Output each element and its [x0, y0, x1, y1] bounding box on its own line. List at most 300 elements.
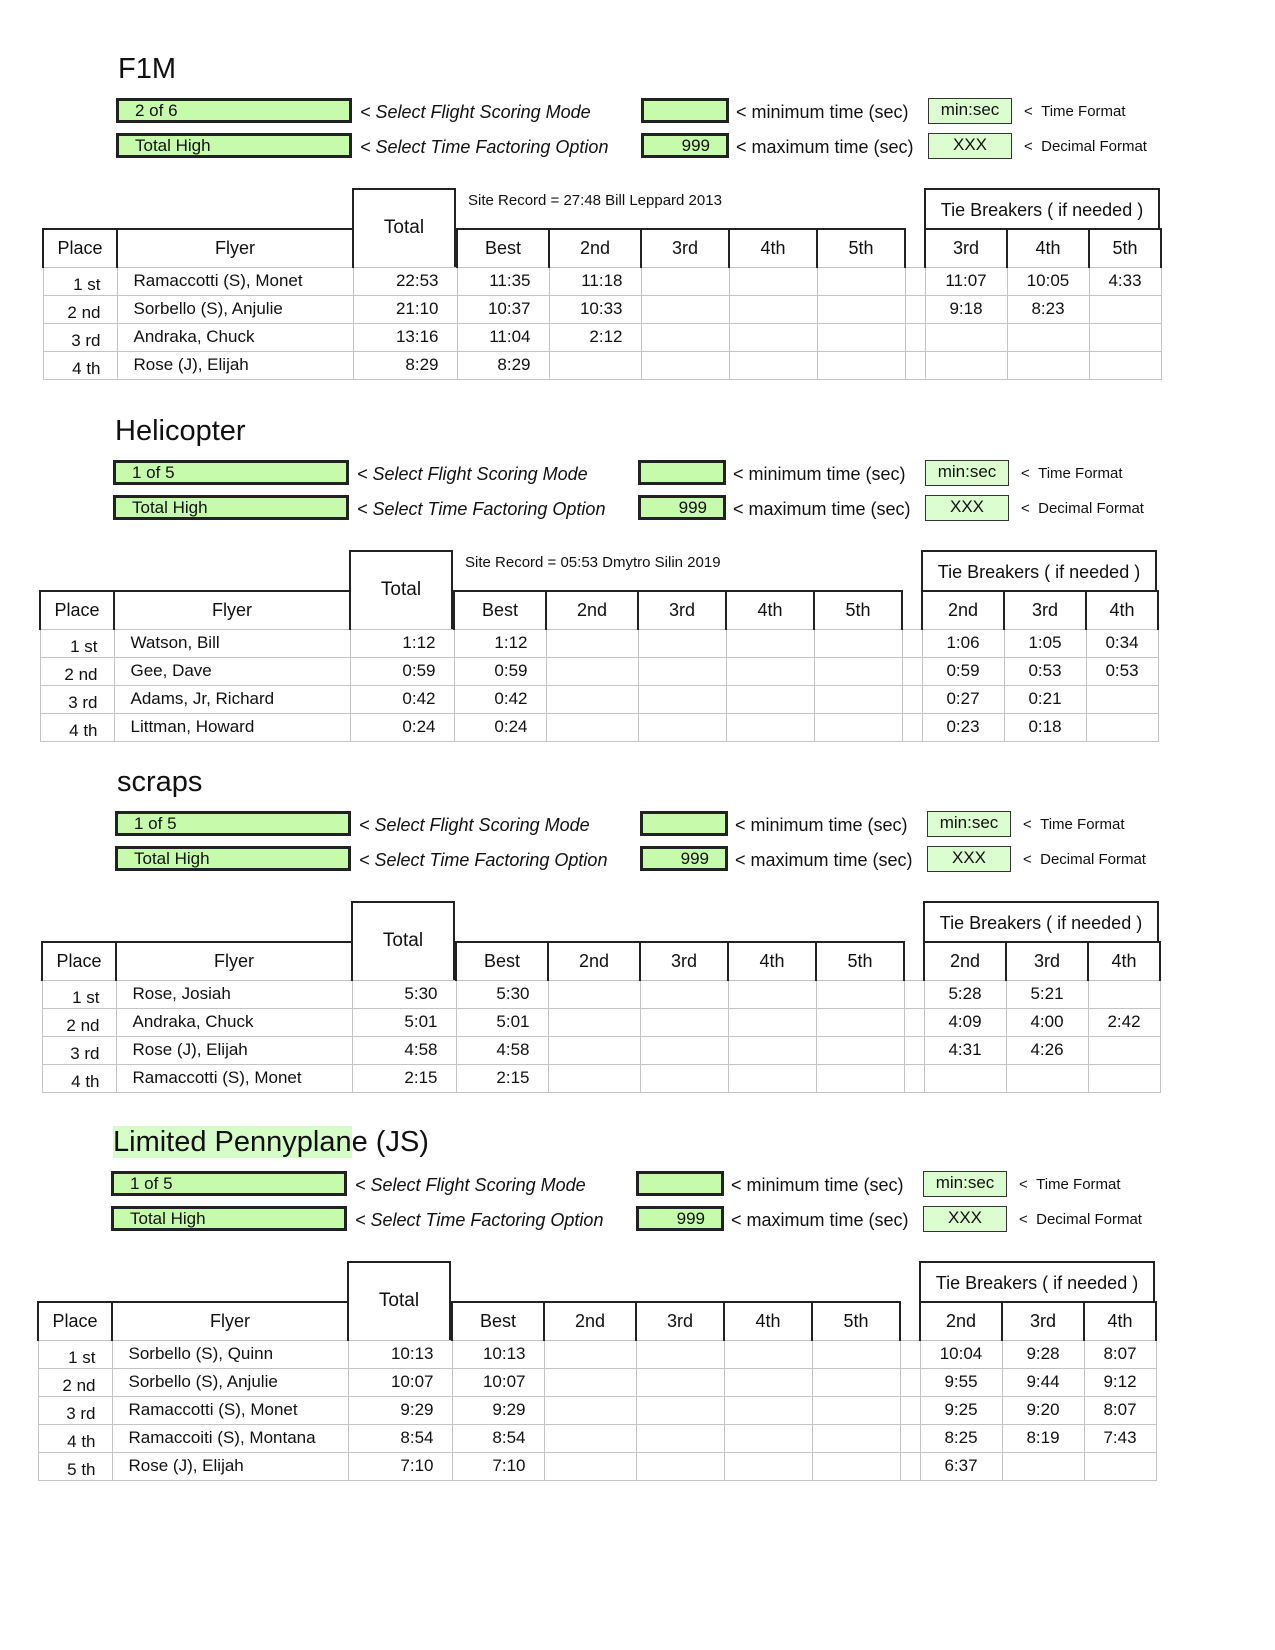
place-cell	[42, 980, 116, 1008]
flyer-cell: Sorbello (S), Anjulie	[117, 295, 353, 323]
event-title-text: e (JS)	[351, 1126, 429, 1158]
total-cell: 1:12	[350, 629, 454, 657]
flight-cell	[729, 351, 817, 379]
flyer-cell: Sorbello (S), Quinn	[112, 1340, 348, 1368]
table-row	[40, 713, 1158, 741]
flight-cell	[816, 1064, 904, 1092]
time-format-box[interactable]: min:sec	[925, 460, 1009, 486]
place-text: 3 rd	[71, 331, 101, 350]
min-time-label: < minimum time (sec)	[733, 464, 906, 484]
tie-breaker-cell: 4:33	[1089, 267, 1161, 295]
header-tie: 4th	[1084, 1302, 1156, 1340]
time-factoring-label: < Select Time Factoring Option	[359, 850, 608, 870]
tie-breaker-cell: 4:31	[924, 1036, 1006, 1064]
flight-cell	[548, 1008, 640, 1036]
tie-breaker-cell: 7:43	[1084, 1424, 1156, 1452]
flight-cell	[729, 323, 817, 351]
flight-cell: 2:12	[549, 323, 641, 351]
tie-breakers-header: Tie Breakers ( if needed )	[921, 550, 1157, 591]
tie-breaker-cell: 9:28	[1002, 1340, 1084, 1368]
flight-cell	[546, 713, 638, 741]
time-format-text: Time Format	[1038, 465, 1123, 482]
header-flight: Best	[454, 591, 546, 629]
total-cell: 0:59	[350, 657, 454, 685]
results-table	[37, 1301, 1157, 1481]
flight-cell	[548, 1064, 640, 1092]
flyer-cell: Ramaccoiti (S), Montana	[112, 1424, 348, 1452]
flight-cell	[638, 685, 726, 713]
decimal-format-label	[1021, 498, 1144, 520]
tie-breaker-cell: 4:26	[1006, 1036, 1088, 1064]
header-flight: Best	[457, 229, 549, 267]
gap-cell	[904, 1036, 924, 1064]
flight-cell	[546, 629, 638, 657]
table-row	[43, 323, 1161, 351]
tie-breaker-cell: 11:07	[925, 267, 1007, 295]
flyer-cell: Gee, Dave	[114, 657, 350, 685]
tie-breaker-cell: 5:21	[1006, 980, 1088, 1008]
max-time-input[interactable]: 999	[640, 846, 728, 871]
flyer-cell: Andraka, Chuck	[117, 323, 353, 351]
header-place: Place	[43, 229, 117, 267]
min-time-label: < minimum time (sec)	[736, 102, 909, 122]
place-text: 3 rd	[70, 1044, 100, 1063]
gap-cell	[902, 685, 922, 713]
flight-cell	[729, 295, 817, 323]
tie-breaker-cell: 0:23	[922, 713, 1004, 741]
header-flight: 3rd	[636, 1302, 724, 1340]
time-format-box[interactable]: min:sec	[923, 1171, 1007, 1197]
flight-cell: 7:10	[452, 1452, 544, 1480]
flight-cell	[817, 267, 905, 295]
table-row	[43, 267, 1161, 295]
decimal-format-label	[1019, 1209, 1142, 1231]
tie-breakers-header: Tie Breakers ( if needed )	[924, 188, 1160, 229]
total-header: Total	[349, 550, 453, 630]
table-row	[38, 1424, 1156, 1452]
place-text: 1 st	[73, 275, 101, 294]
flight-cell	[726, 657, 814, 685]
site-record: Site Record = 05:53 Dmytro Silin 2019	[465, 554, 721, 571]
max-time-label: < maximum time (sec)	[736, 137, 914, 157]
flight-cell: 2:15	[456, 1064, 548, 1092]
flight-cell	[638, 657, 726, 685]
table-row	[43, 351, 1161, 379]
flight-cell: 9:29	[452, 1396, 544, 1424]
header-tie: 3rd	[1004, 591, 1086, 629]
table-header-row	[43, 229, 1161, 267]
place-text: 4 th	[72, 359, 101, 378]
place-text: 4 th	[69, 721, 98, 740]
place-cell	[43, 323, 117, 351]
flight-cell	[636, 1424, 724, 1452]
decimal-format-box[interactable]: XXX	[927, 846, 1011, 872]
flyer-cell: Rose (J), Elijah	[117, 351, 353, 379]
flight-cell	[544, 1396, 636, 1424]
flyer-cell: Andraka, Chuck	[116, 1008, 352, 1036]
total-cell: 5:30	[352, 980, 456, 1008]
flight-cell	[546, 657, 638, 685]
tie-breaker-cell: 0:59	[922, 657, 1004, 685]
scoring-mode-input[interactable]: 1 of 5	[111, 1171, 347, 1196]
table-row	[42, 1008, 1160, 1036]
flight-cell	[640, 1036, 728, 1064]
flight-cell	[812, 1424, 900, 1452]
flight-cell	[816, 1008, 904, 1036]
decimal-format-box[interactable]: XXX	[928, 133, 1012, 159]
total-cell: 2:15	[352, 1064, 456, 1092]
flight-cell: 5:30	[456, 980, 548, 1008]
tie-breaker-cell	[1089, 351, 1161, 379]
flight-cell	[636, 1396, 724, 1424]
gap-cell	[904, 1064, 924, 1092]
total-header: Total	[352, 188, 456, 268]
max-time-input[interactable]: 999	[641, 133, 729, 158]
tie-breaker-cell	[925, 323, 1007, 351]
place-text: 1 st	[70, 637, 98, 656]
min-time-input[interactable]	[641, 98, 729, 123]
event-title	[113, 1125, 429, 1159]
tie-breaker-cell: 10:05	[1007, 267, 1089, 295]
flyer-cell: Watson, Bill	[114, 629, 350, 657]
tie-breaker-cell	[1084, 1452, 1156, 1480]
flight-cell	[724, 1424, 812, 1452]
flight-cell: 10:37	[457, 295, 549, 323]
results-table	[42, 228, 1162, 380]
time-factoring-label: < Select Time Factoring Option	[357, 499, 606, 519]
table-header-row	[40, 591, 1158, 629]
gap-cell	[900, 1424, 920, 1452]
flight-cell	[544, 1452, 636, 1480]
min-time-label: < minimum time (sec)	[735, 815, 908, 835]
header-gap	[904, 942, 924, 980]
place-text: 3 rd	[68, 693, 98, 712]
place-text: 2 nd	[67, 303, 101, 322]
flight-cell	[812, 1340, 900, 1368]
header-flyer: Flyer	[114, 591, 350, 629]
header-place: Place	[42, 942, 116, 980]
tie-breaker-cell: 4:00	[1006, 1008, 1088, 1036]
decimal-format-label	[1023, 849, 1146, 871]
flight-cell	[724, 1368, 812, 1396]
total-header: Total	[351, 901, 455, 981]
header-flyer: Flyer	[117, 229, 353, 267]
header-flight: 4th	[729, 229, 817, 267]
time-format-text: Time Format	[1036, 1176, 1121, 1193]
arrow-left-icon: <	[1021, 465, 1030, 482]
header-tie: 3rd	[1006, 942, 1088, 980]
flight-cell: 0:59	[454, 657, 546, 685]
header-total-spacer	[353, 229, 457, 267]
header-flyer: Flyer	[112, 1302, 348, 1340]
decimal-format-label	[1024, 136, 1147, 158]
place-text: 1 st	[68, 1348, 96, 1367]
event-title-highlight: Limited Pennyplan	[113, 1126, 352, 1158]
place-cell	[38, 1452, 112, 1480]
total-cell: 8:54	[348, 1424, 452, 1452]
place-text: 4 th	[71, 1072, 100, 1091]
time-format-label	[1023, 814, 1125, 836]
table-row	[42, 1036, 1160, 1064]
max-time-label: < maximum time (sec)	[733, 499, 911, 519]
time-format-box[interactable]: min:sec	[928, 98, 1012, 124]
tie-breaker-cell: 4:09	[924, 1008, 1006, 1036]
time-format-label	[1019, 1174, 1121, 1196]
scoring-mode-input[interactable]: 1 of 5	[113, 460, 349, 485]
flight-cell	[548, 980, 640, 1008]
time-factoring-input[interactable]: Total High	[113, 495, 349, 520]
table-header-row	[42, 942, 1160, 980]
header-flight: 5th	[814, 591, 902, 629]
tie-breaker-cell	[925, 351, 1007, 379]
decimal-format-box[interactable]: XXX	[923, 1206, 1007, 1232]
gap-cell	[905, 351, 925, 379]
gap-cell	[905, 295, 925, 323]
flight-cell	[729, 267, 817, 295]
place-text: 4 th	[67, 1432, 96, 1451]
gap-cell	[900, 1396, 920, 1424]
max-time-label: < maximum time (sec)	[735, 850, 913, 870]
event-title-text: scraps	[117, 766, 203, 798]
flight-cell	[544, 1368, 636, 1396]
flight-cell	[549, 351, 641, 379]
flyer-cell: Adams, Jr, Richard	[114, 685, 350, 713]
header-place: Place	[38, 1302, 112, 1340]
total-cell: 22:53	[353, 267, 457, 295]
gap-cell	[905, 323, 925, 351]
header-place: Place	[40, 591, 114, 629]
header-flight: 3rd	[640, 942, 728, 980]
header-flight: 2nd	[549, 229, 641, 267]
scoring-mode-input[interactable]: 2 of 6	[116, 98, 352, 123]
place-cell	[43, 351, 117, 379]
arrow-left-icon: <	[1021, 500, 1030, 517]
place-cell	[38, 1368, 112, 1396]
flyer-cell: Rose (J), Elijah	[116, 1036, 352, 1064]
total-cell: 0:24	[350, 713, 454, 741]
flight-cell	[638, 713, 726, 741]
tie-breaker-cell: 9:18	[925, 295, 1007, 323]
header-flight: 4th	[726, 591, 814, 629]
place-cell	[42, 1036, 116, 1064]
flight-cell	[728, 1008, 816, 1036]
place-text: 3 rd	[66, 1404, 96, 1423]
max-time-input[interactable]: 999	[636, 1206, 724, 1231]
scoring-mode-label: < Select Flight Scoring Mode	[360, 102, 591, 122]
gap-cell	[900, 1340, 920, 1368]
tie-breaker-cell: 0:34	[1086, 629, 1158, 657]
time-factoring-input[interactable]: Total High	[116, 133, 352, 158]
total-cell: 10:13	[348, 1340, 452, 1368]
table-row	[43, 295, 1161, 323]
tie-breaker-cell: 9:20	[1002, 1396, 1084, 1424]
flight-cell: 8:54	[452, 1424, 544, 1452]
min-time-input[interactable]	[638, 460, 726, 485]
flight-cell	[546, 685, 638, 713]
total-cell: 13:16	[353, 323, 457, 351]
flight-cell	[544, 1340, 636, 1368]
flight-cell	[724, 1452, 812, 1480]
tie-breaker-cell: 8:07	[1084, 1396, 1156, 1424]
min-time-label: < minimum time (sec)	[731, 1175, 904, 1195]
place-text: 5 th	[67, 1460, 96, 1479]
tie-breakers-header: Tie Breakers ( if needed )	[923, 901, 1159, 942]
tie-breaker-cell	[1088, 980, 1160, 1008]
flight-cell	[817, 351, 905, 379]
place-cell	[38, 1424, 112, 1452]
flyer-cell: Rose, Josiah	[116, 980, 352, 1008]
flight-cell	[724, 1396, 812, 1424]
event-title-text: Helicopter	[115, 415, 246, 447]
arrow-left-icon: <	[1023, 816, 1032, 833]
place-cell	[42, 1008, 116, 1036]
flyer-cell: Littman, Howard	[114, 713, 350, 741]
total-cell: 0:42	[350, 685, 454, 713]
tie-breaker-cell: 8:07	[1084, 1340, 1156, 1368]
flight-cell: 0:24	[454, 713, 546, 741]
flight-cell: 11:35	[457, 267, 549, 295]
gap-cell	[904, 980, 924, 1008]
flight-cell	[636, 1368, 724, 1396]
flight-cell	[636, 1340, 724, 1368]
header-flight: 2nd	[546, 591, 638, 629]
time-format-text: Time Format	[1041, 103, 1126, 120]
flight-cell: 4:58	[456, 1036, 548, 1064]
tie-breaker-cell	[1089, 323, 1161, 351]
tie-breaker-cell: 9:55	[920, 1368, 1002, 1396]
arrow-left-icon: <	[1023, 851, 1032, 868]
tie-breakers-header: Tie Breakers ( if needed )	[919, 1261, 1155, 1302]
tie-breaker-cell: 9:44	[1002, 1368, 1084, 1396]
scoring-mode-label: < Select Flight Scoring Mode	[359, 815, 590, 835]
time-factoring-input[interactable]: Total High	[111, 1206, 347, 1231]
header-tie: 2nd	[922, 591, 1004, 629]
header-tie: 4th	[1086, 591, 1158, 629]
table-row	[42, 980, 1160, 1008]
flight-cell	[640, 980, 728, 1008]
flyer-cell: Ramaccotti (S), Monet	[117, 267, 353, 295]
tie-breaker-cell: 8:19	[1002, 1424, 1084, 1452]
tie-breaker-cell: 9:25	[920, 1396, 1002, 1424]
table-row	[40, 657, 1158, 685]
time-format-label	[1024, 101, 1126, 123]
header-total-spacer	[348, 1302, 452, 1340]
flight-cell	[640, 1064, 728, 1092]
flight-cell	[816, 980, 904, 1008]
decimal-format-box[interactable]: XXX	[925, 495, 1009, 521]
gap-cell	[900, 1368, 920, 1396]
header-flyer: Flyer	[116, 942, 352, 980]
min-time-input[interactable]	[640, 811, 728, 836]
time-factoring-label: < Select Time Factoring Option	[355, 1210, 604, 1230]
header-tie: 2nd	[924, 942, 1006, 980]
flight-cell	[641, 295, 729, 323]
tie-breaker-cell	[1089, 295, 1161, 323]
time-factoring-input[interactable]: Total High	[115, 846, 351, 871]
flight-cell: 10:07	[452, 1368, 544, 1396]
tie-breaker-cell	[1086, 713, 1158, 741]
arrow-left-icon: <	[1019, 1211, 1028, 1228]
header-gap	[902, 591, 922, 629]
header-flight: 4th	[724, 1302, 812, 1340]
flight-cell	[636, 1452, 724, 1480]
time-format-label	[1021, 463, 1123, 485]
total-cell: 5:01	[352, 1008, 456, 1036]
time-format-box[interactable]: min:sec	[927, 811, 1011, 837]
flight-cell	[641, 323, 729, 351]
scoring-mode-label: < Select Flight Scoring Mode	[357, 464, 588, 484]
flight-cell	[724, 1340, 812, 1368]
max-time-label: < maximum time (sec)	[731, 1210, 909, 1230]
gap-cell	[904, 1008, 924, 1036]
flight-cell	[728, 1036, 816, 1064]
place-cell	[40, 629, 114, 657]
min-time-input[interactable]	[636, 1171, 724, 1196]
table-row	[38, 1396, 1156, 1424]
max-time-input[interactable]: 999	[638, 495, 726, 520]
flyer-cell: Ramaccotti (S), Monet	[112, 1396, 348, 1424]
flyer-cell: Rose (J), Elijah	[112, 1452, 348, 1480]
tie-breaker-cell	[1002, 1452, 1084, 1480]
site-record: Site Record = 27:48 Bill Leppard 2013	[468, 192, 722, 209]
flight-cell: 0:42	[454, 685, 546, 713]
event-title	[117, 765, 202, 799]
total-cell: 4:58	[352, 1036, 456, 1064]
tie-breaker-cell: 0:53	[1004, 657, 1086, 685]
flight-cell	[726, 629, 814, 657]
flight-cell	[814, 713, 902, 741]
tie-breaker-cell: 1:06	[922, 629, 1004, 657]
table-row	[42, 1064, 1160, 1092]
flight-cell	[641, 267, 729, 295]
tie-breaker-cell: 5:28	[924, 980, 1006, 1008]
flight-cell: 11:04	[457, 323, 549, 351]
header-flight: 5th	[812, 1302, 900, 1340]
header-tie: 3rd	[925, 229, 1007, 267]
tie-breaker-cell	[1007, 323, 1089, 351]
tie-breaker-cell: 8:25	[920, 1424, 1002, 1452]
event-title	[115, 414, 246, 448]
event-title-text: F1M	[118, 53, 176, 85]
flight-cell	[638, 629, 726, 657]
table-row	[38, 1368, 1156, 1396]
tie-breaker-cell: 9:12	[1084, 1368, 1156, 1396]
flight-cell: 10:33	[549, 295, 641, 323]
gap-cell	[900, 1452, 920, 1480]
total-header: Total	[347, 1261, 451, 1341]
header-flight: 4th	[728, 942, 816, 980]
table-header-row	[38, 1302, 1156, 1340]
tie-breaker-cell: 1:05	[1004, 629, 1086, 657]
header-tie: 4th	[1088, 942, 1160, 980]
tie-breaker-cell: 0:27	[922, 685, 1004, 713]
flight-cell	[816, 1036, 904, 1064]
flyer-cell: Ramaccotti (S), Monet	[116, 1064, 352, 1092]
flight-cell	[814, 685, 902, 713]
scoring-mode-input[interactable]: 1 of 5	[115, 811, 351, 836]
header-total-spacer	[352, 942, 456, 980]
decimal-format-text: Decimal Format	[1036, 1211, 1142, 1228]
place-text: 2 nd	[66, 1016, 100, 1035]
arrow-left-icon: <	[1024, 138, 1033, 155]
tie-breaker-cell: 0:21	[1004, 685, 1086, 713]
tie-breaker-cell	[1007, 351, 1089, 379]
header-flight: 3rd	[641, 229, 729, 267]
place-cell	[43, 295, 117, 323]
flight-cell: 11:18	[549, 267, 641, 295]
tie-breaker-cell	[1088, 1036, 1160, 1064]
flight-cell	[812, 1396, 900, 1424]
